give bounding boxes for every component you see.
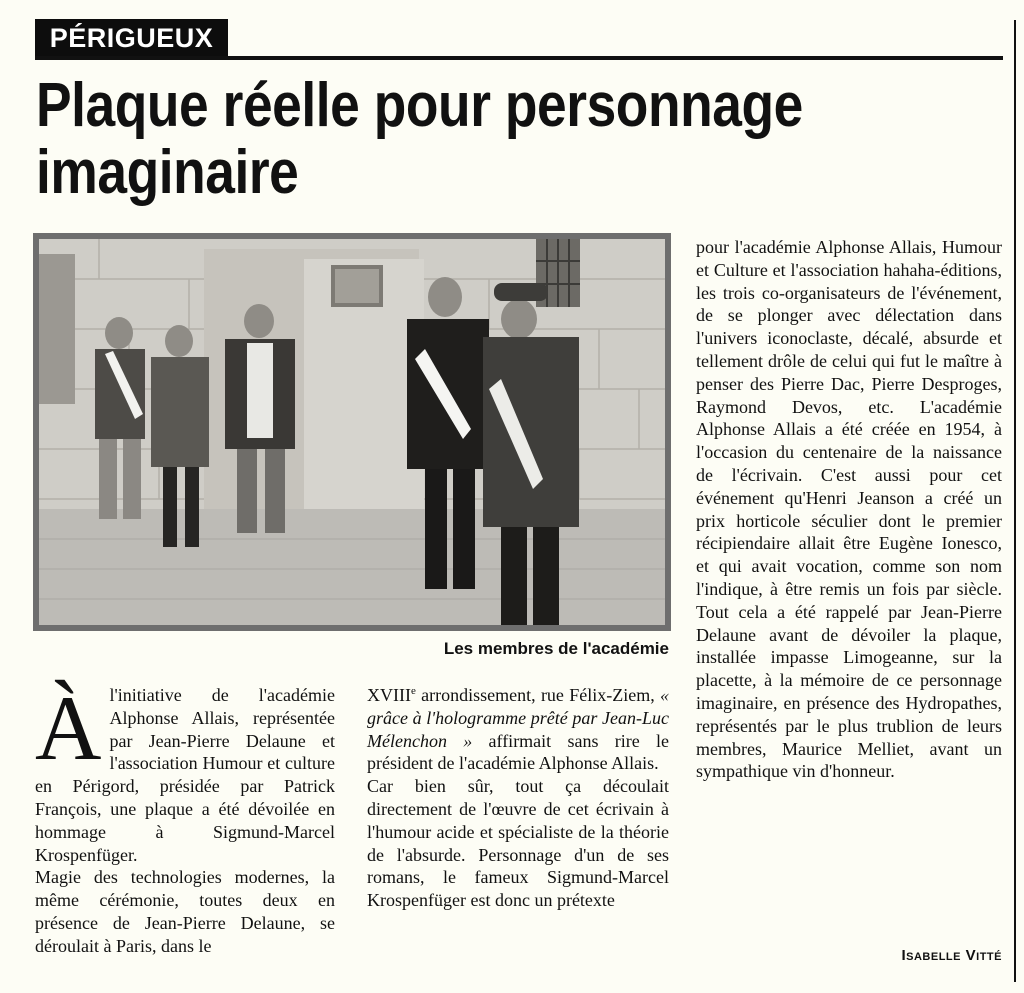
- text-run: arrondissement, rue Félix-Ziem,: [415, 685, 660, 705]
- photo-caption: Les membres de l'académie: [443, 639, 669, 658]
- author-signature: Isabelle Vitté: [901, 947, 1002, 964]
- headline: Plaque réelle pour personnage imaginaire: [36, 71, 803, 207]
- quote: « grâce à l'hologramme prêté par Jean-Luc Mélenchon »: [367, 685, 669, 751]
- article-column-2: [367, 684, 669, 912]
- lead-text: l'initiative de l'académie Alphonse Allais, représentée par Jean-Pierre Delaune et l'association Humour et culture en Périgord, présidée par Patrick François, une plaque a été dévoilée en hommage à Sigmund-Marcel Krospenfüger.: [35, 685, 335, 865]
- article-photo: [39, 239, 665, 625]
- drop-cap: À: [35, 677, 102, 779]
- section-label: PÉRIGUEUX: [35, 19, 228, 57]
- paragraph: Car bien sûr, tout ça découlait directement de l'œuvre de cet écrivain à l'humour acide et spécialiste de la théorie de l'absurde. Personnage d'un de ses romans, le fameux Sigmund-Marcel Krospenfüger est donc un prétexte: [367, 776, 669, 911]
- article-column-3: [696, 236, 1002, 783]
- lead-paragraph: [35, 677, 335, 866]
- text-run: affirmait sans rire le président de l'académie Alphonse Allais.: [367, 730, 669, 774]
- superscript: e: [410, 685, 416, 697]
- paragraph: Magie des technologies modernes, la même cérémonie, toutes deux en présence de Jean-Pierre Delaune, se déroulait à Paris, dans le: [35, 867, 335, 956]
- column-rule: [1014, 20, 1016, 982]
- section-rule: [35, 56, 1003, 60]
- photo-illustration: [39, 239, 665, 625]
- photo-frame: [33, 233, 671, 631]
- text-run: XVIII: [367, 685, 411, 705]
- paragraph: [367, 684, 669, 775]
- paragraph: pour l'académie Alphonse Allais, Humour et Culture et l'association hahaha-éditions, les trois co-organisateurs de l'événement, de se plonger avec délectation dans l'univers iconoclaste, décalé, absurde et tellement drôle de celui qui fut le maître à penser des Pierre Dac, Pierre Desproges, Raymond Devos, etc. L'académie Alphonse Allais a été créée en 1954, à l'occasion du centenaire de la naissance de l'écrivain. C'est aussi pour cet événement qu'Henri Jeanson a créé un prix horticole séculier dont le premier récipiendaire allait être Eugène Ionesco, et qui avait vocation, comme son nom l'indique, à être remis un fois par siècle. Tout cela a été rappelé par Jean-Pierre Delaune avant de dévoiler la plaque, installée impasse Limogeanne, sur la placette, à la mémoire de ce personnage imaginaire, en présence des Hydropathes, représentés par le plus trublion de leurs membres, Maurice Melliet, avant un sympathique vin d'honneur.: [696, 237, 1002, 782]
- article-column-1: [35, 677, 335, 958]
